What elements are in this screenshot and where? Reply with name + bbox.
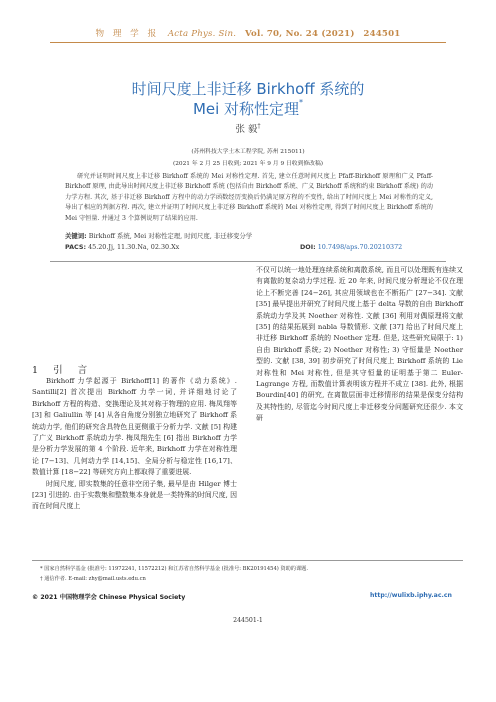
doi: [300, 243, 402, 251]
left-column: [32, 376, 237, 513]
author-mark: †: [257, 122, 261, 130]
paper-title-line2-text: Mei 对称性定理: [192, 100, 300, 118]
keywords: [65, 231, 445, 240]
article-number: 244501: [363, 29, 401, 39]
journal-name-en: Acta Phys. Sin.: [167, 29, 237, 39]
author-name: 张 毅: [235, 124, 258, 135]
keywords-text: Birkhoff 系统, Mei 对称性定理, 时间尺度, 非迁移变分学: [88, 232, 253, 240]
journal-name-cn: 物 理 学 报: [95, 29, 160, 39]
section-number: 1: [32, 365, 45, 376]
paragraph: 不仅可以统一地处理连续系统和离散系统, 而且可以处理既有连续又有离散的复杂动力学过程. 近 20 年来, 时间尺度分析理论不仅在理论上不断完善 [24−26], 其应用领域也在不断拓广 [27−34]. 文献 [35] 最早提出并研究了时间尺度上基于 delta 导数的自由 Birkhoff 系统动力学及其 Noether 对称性. 文献 [36] 利用对偶原理将文献 [35] 的结果拓展到 nabla 导数情形. 文献 [37] 给出了时间尺度上非迁移 Birkhoff 系统的 Noether 定理. 但是, 这些研究局限于: 1) 自由 Birkhoff 系统; 2) Noether 对称性; 3) 守恒量是 Noether 型的. 文献 [38, 39] 初步研究了时间尺度上 Birkhoff 系统的 Lie 对称性和 Mei 对称性, 但是其守恒量的证明基于第二 Euler-Lagrange 方程, 而数值计算表明该方程并不成立 [38]. 此外, 根据 Bourdin[40] 的研究, 在离散层面非迁移情形的结果是保变分结构及其特性的, 尽管迄今时间尺度上非迁移变分问题研究还很少. 本文研: [256, 266, 463, 423]
journal-website-link[interactable]: http://wulixb.iphy.ac.cn: [370, 592, 452, 599]
abstract-rule: [50, 261, 446, 262]
title-footnote-mark: *: [299, 98, 304, 107]
journal-header: [0, 27, 496, 39]
abstract: 研究并证明时间尺度上非迁移 Birkhoff 系统的 Mei 对称性定理. 首先, 建立任意时间尺度上 Pfaff-Birkhoff 原理和广义 Pfaff-Birkhoff 原理, 由此导出时间尺度上非迁移 Birkhoff 系统 (包括自由 Birkhoff 系统、广义 Birkhoff 系统和约束 Birkhoff 系统) 的动力学方程. 其次, 基于非迁移 Birkhoff 方程中的动力学函数经历变换后仍满足原方程的不变性, 给出了时间尺度上 Mei 对称性的定义, 导出了相应的判据方程. 再次, 建立并证明了时间尺度上非迁移 Birkhoff 系统的 Mei 对称性定理, 得到了时间尺度上 Birkhoff 系统的 Mei 守恒量. 并通过 3 个算例说明了结果的应用.: [65, 173, 433, 222]
doi-label: DOI:: [300, 243, 316, 251]
header-rule: [50, 42, 446, 43]
keywords-label: 关键词:: [65, 232, 87, 240]
footnote-email: † 通信作者. E-mail: zhy@mail.usts.edu.cn: [40, 576, 146, 582]
journal-volume: Vol. 70, No. 24 (2021): [244, 29, 355, 39]
affiliation: (苏州科技大学土木工程学院, 苏州 215011): [191, 149, 305, 155]
page-number: 244501-1: [233, 617, 263, 624]
paper-title-line1: 时间尺度上非迁移 Birkhoff 系统的: [131, 80, 365, 98]
copyright: © 2021 中国物理学会 Chinese Physical Society: [32, 594, 186, 601]
pacs-text: 45.20.Jj, 11.30.Na, 02.30.Xx: [88, 243, 180, 251]
paper-title-line2: [0, 98, 496, 119]
paragraph: 时间尺度, 即实数集的任意非空闭子集, 最早是由 Hilger 博士 [23] 引进的. 由于实数集和整数集本身就是一类特殊的时间尺度, 因而在时间尺度上: [32, 479, 237, 511]
author: [0, 121, 496, 135]
pacs-label: PACS:: [65, 243, 87, 251]
footnote-rule: [32, 560, 463, 561]
right-column: [256, 265, 463, 425]
footnote-fund: * 国家自然科学基金 (批准号: 11972241, 11572212) 和江苏省自然科学基金 (批准号: BK20191454) 资助的课题.: [40, 566, 309, 572]
doi-link[interactable]: 10.7498/aps.70.20210372: [317, 243, 403, 251]
received-dates: (2021 年 2 月 25 日收到; 2021 年 9 月 9 日收到修改稿): [172, 161, 324, 167]
section-heading: [32, 362, 93, 376]
paragraph: Birkhoff 力学起源于 Birkhoff[1] 的著作《动力系统》. Santilli[2] 首次提出 Birkhoff 力学一词, 并详细地讨论了 Birkhoff 方程的构造、变换理论及其对称于物理的应用. 梅凤翔等 [3] 和 Galiullin 等 [4] 从各自角度分别独立地研究了 Birkhoff 系统动力学, 他们的研究含具特色且更侧重于分析力学. 文献 [5] 构建了广义 Birkhoff 系统动力学. 梅凤翔先生 [6] 指出 Birkhoff 力学是分析力学发展的第 4 个阶段. 近年来, Birkhoff 力学在对称性理论 [7−13]、几何动力学 [14,15]、全局分析与稳定性 [16,17]、数值计算 [18−22] 等研究方向上都取得了重要进展.: [32, 377, 237, 477]
section-title: 引 言: [53, 365, 94, 376]
